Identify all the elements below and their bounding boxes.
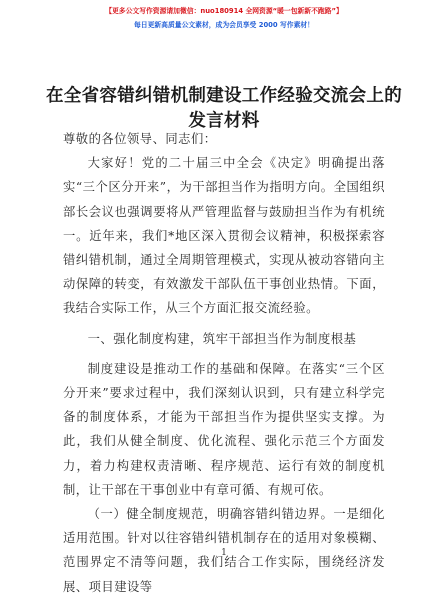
greeting: 尊敬的各位领导、同志们：	[63, 132, 217, 146]
title-line-2: 发言材料	[188, 111, 260, 131]
section-heading-1: 一、强化制度构建，筑牢干部担当作为制度根基	[87, 331, 357, 346]
paragraph-subsection-1: （一）健全制度规范，明确容错纠错边界。一是细化适用范围。针对以往容错纠错机制存在的适用对象模糊、范围界定不清等问题，我们结合工作实际，围绕经济发展、项目建设等	[63, 507, 385, 594]
paragraph-intro: 大家好！党的二十届三中全会《决定》明确提出落实“三个区分开来”，为干部担当作为指明方向。全国组织部长会议也强调要将从严管理监督与鼓励担当作为有机统一。近年来，我们*地区深入贯彻会议精神，积极探索容错纠错机制，通过全周期管理模式，实现从被动容错向主动保障的转变，有效激发干部队伍干事创业热情。下面，我结合实际工作，从三个方面汇报交流经验。	[63, 156, 385, 316]
page-number: 1	[221, 548, 227, 558]
title-line-1: 在全省容错纠错机制建设工作经验交流会上的	[46, 86, 402, 106]
promo-banner-line-1: 【更多公文写作资源请加微信：nuo180914 全网资源“暖一包新新不跑路”】	[105, 7, 343, 15]
document-body	[63, 127, 385, 599]
promo-banner	[0, 6, 448, 31]
paragraph-system-building: 制度建设是推动工作的基础和保障。在落实“三个区分开来”要求过程中，我们深刻认识到，只有建立科学完备的制度体系，才能为干部担当作为提供坚实支撑。为此，我们从健全制度、优化流程、强化示范三个方面发力，着力构建权责清晰、程序规范、运行有效的制度机制，让干部在干事创业中有章可循、有规可依。	[63, 361, 385, 497]
promo-banner-line-2: 每日更新高质量公文素材，成为会员享受 2000 写作素材！	[134, 21, 314, 29]
